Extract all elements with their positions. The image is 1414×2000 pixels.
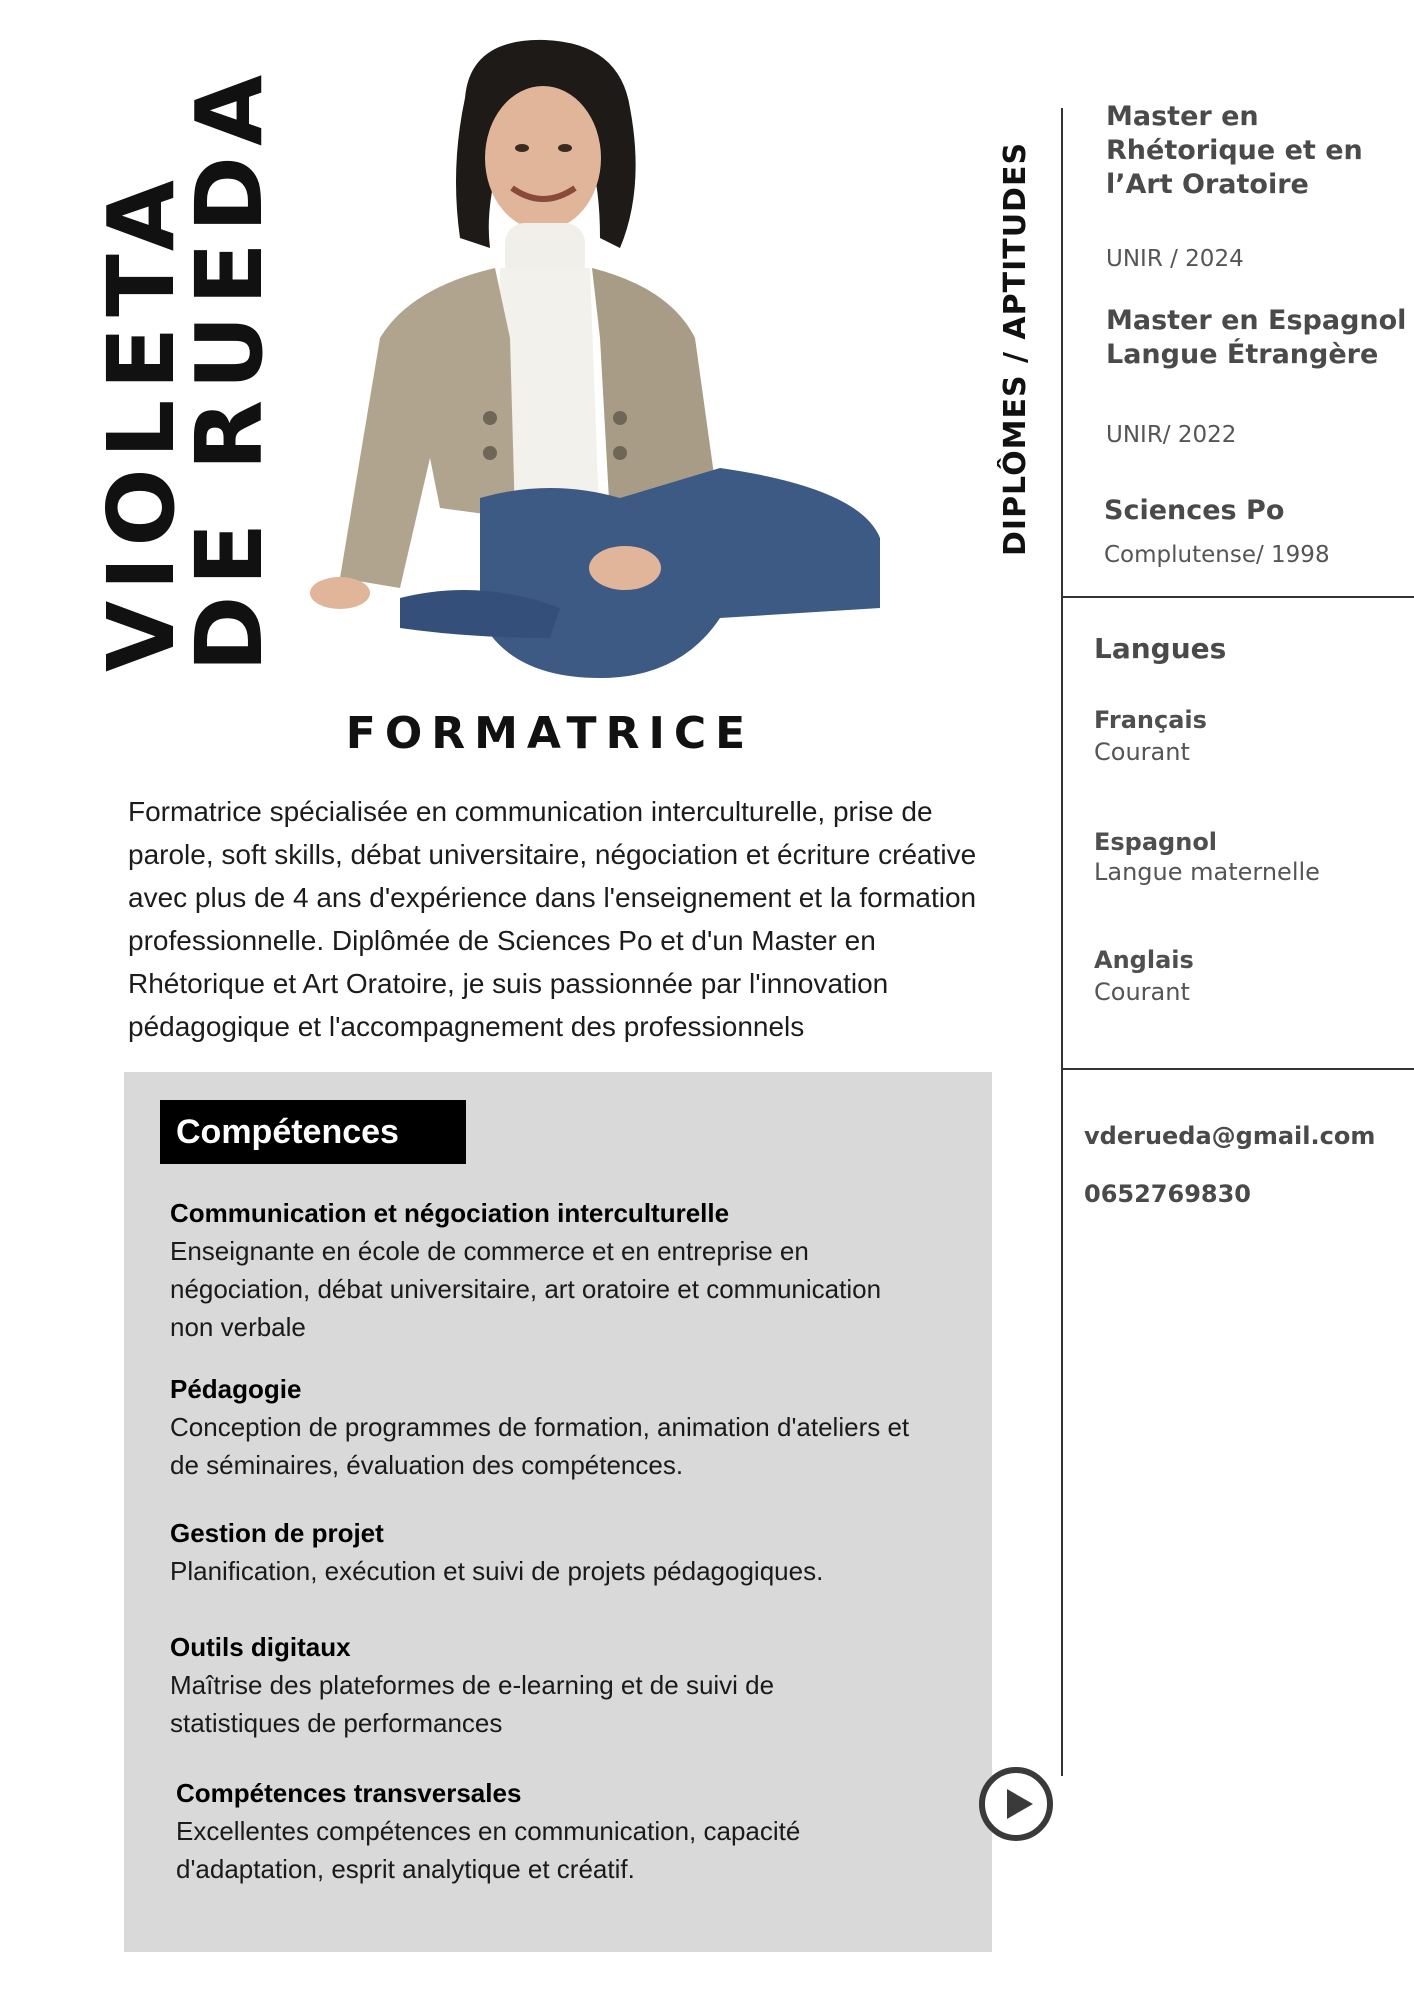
degree-institution: UNIR / 2024 <box>1106 246 1244 272</box>
language-name: Espagnol <box>1094 828 1218 856</box>
email-link[interactable]: vderueda@gmail.com <box>1084 1122 1376 1150</box>
language-name: Français <box>1094 706 1207 734</box>
skill-item <box>170 1194 910 1346</box>
degree-title: Sciences Po <box>1104 495 1285 526</box>
skill-title: Communication et négociation interculturelle <box>170 1198 730 1228</box>
skill-item <box>170 1370 910 1484</box>
skill-description: Enseignante en école de commerce et en entreprise en négociation, débat universitaire, art oratoire et communication non verbale <box>170 1236 882 1342</box>
skill-description: Conception de programmes de formation, animation d'ateliers et de séminaires, évaluation des compétences. <box>170 1412 910 1480</box>
name-block <box>80 50 283 672</box>
profile-summary: Formatrice spécialisée en communication interculturelle, prise de parole, soft skills, débat universitaire, négociation et écriture créative avec plus de 4 ans d'expérience dans l'enseignement et la formation professionnelle. Diplômée de Sciences Po et d'un Master en Rhétorique et Art Oratoire, je suis passionnée par l'innovation pédagogique et l'accompagnement des professionnels <box>128 796 977 1042</box>
skill-description: Planification, exécution et suivi de projets pédagogiques. <box>170 1556 824 1586</box>
skills-header: Compétences <box>160 1100 466 1164</box>
language-level: Courant <box>1094 738 1190 766</box>
profile-photo <box>300 38 880 688</box>
skill-title: Compétences transversales <box>176 1778 522 1808</box>
skill-description: Excellentes compétences en communication, capacité d'adaptation, esprit analytique et créatif. <box>176 1816 801 1884</box>
skill-title: Outils digitaux <box>170 1632 351 1662</box>
languages-header: Langues <box>1094 632 1227 665</box>
skill-title: Pédagogie <box>170 1374 302 1404</box>
degree-institution: Complutense/ 1998 <box>1104 542 1330 568</box>
skills-panel <box>124 1072 992 1952</box>
skill-description: Maîtrise des plateformes de e-learning et de suivi de statistiques de performances <box>170 1670 775 1738</box>
section-divider <box>1061 1068 1414 1070</box>
job-title: FORMATRICE <box>345 708 755 759</box>
skill-title: Gestion de projet <box>170 1518 384 1548</box>
language-level: Langue maternelle <box>1094 858 1320 886</box>
skill-item <box>170 1628 910 1742</box>
section-divider <box>1061 596 1414 598</box>
column-divider <box>1061 108 1063 1776</box>
degree-title: Master en Espagnol Langue Étrangère <box>1106 305 1407 370</box>
degree-institution: UNIR/ 2022 <box>1106 422 1237 448</box>
play-circle-icon[interactable] <box>976 1764 1056 1844</box>
first-name: VIOLETA <box>88 170 195 672</box>
skill-item <box>176 1774 916 1888</box>
language-level: Courant <box>1094 978 1190 1006</box>
diplomas-section-label: DIPLÔMES / APTITUDES <box>998 141 1033 556</box>
language-name: Anglais <box>1094 946 1194 974</box>
degree-title: Master en Rhétorique et en l’Art Oratoire <box>1106 101 1363 200</box>
last-name: DE RUEDA <box>176 64 283 672</box>
phone-number: 0652769830 <box>1084 1180 1251 1208</box>
skill-item <box>170 1514 910 1590</box>
